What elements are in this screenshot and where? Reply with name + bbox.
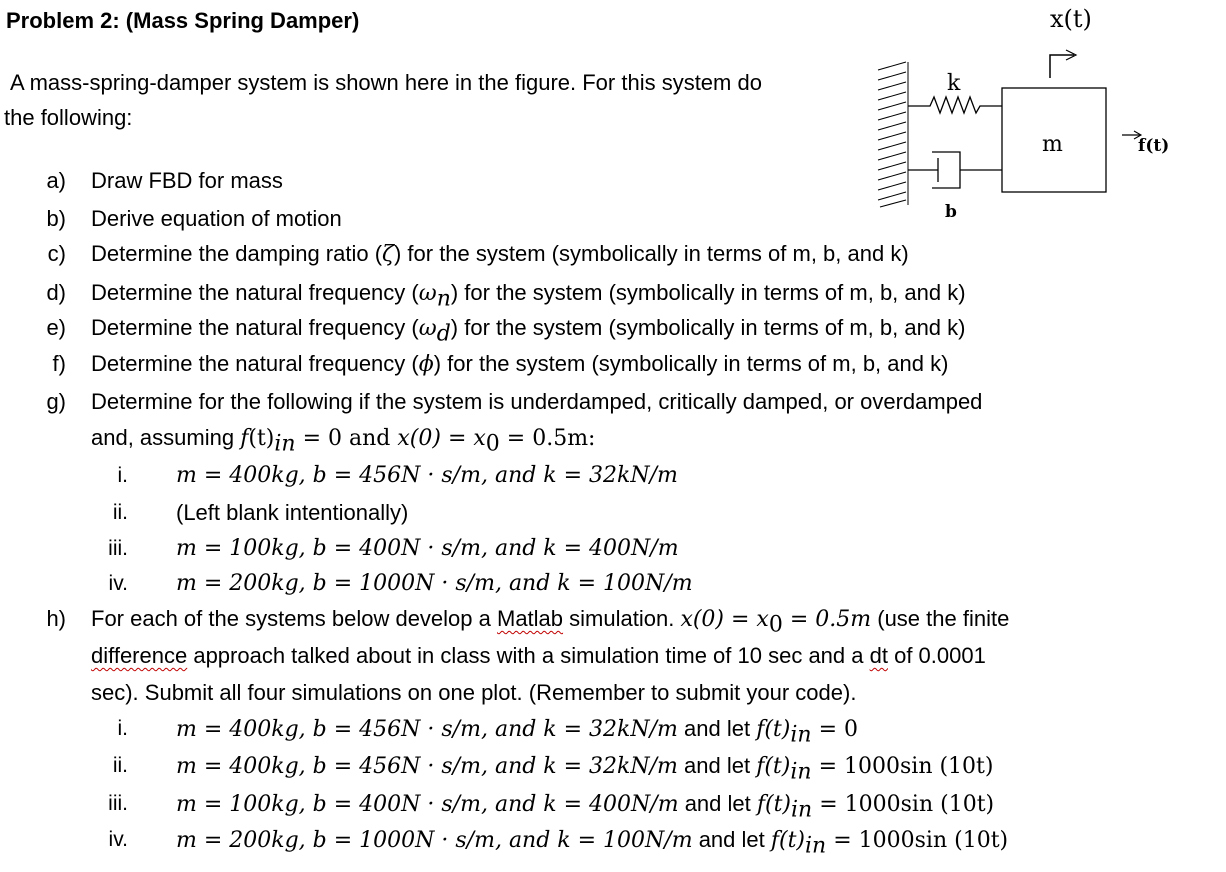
item-h-line-2: difference approach talked about in class with a simulation time of 10 sec and a dt of 0.0001 [91,643,986,668]
g-sub-item: iv. m = 200kg, b = 1000N · s/m, and k = 100N/m [108,571,693,596]
item-g: g) Determine for the following if the system is underdamped, critically damped, or overdamped [46,389,983,414]
h-sub-item: iv. m = 200kg, b = 1000N · s/m, and k = 100N/m and let $f(t)_{in} = 1000\sin$ (10t) [108,827,1009,859]
f-label: f(t) [1138,136,1170,156]
h-sub-item: i. m = 400kg, b = 456N · s/m, and k = 32kN/m and let $f(t)_{in} = 0$ [117,716,858,748]
spring [908,97,1002,113]
item-h-line-3: sec). Submit all four simulations on one plot. (Remember to submit your code). [91,680,857,705]
m-label: m [1042,132,1063,157]
h-sub-item: iii. m = 100kg, b = 400N · s/m, and k = 400N/m and let $f(t)_{in} = 1000\sin$ (10t) [108,791,995,823]
g-sub-item: ii. (Left blank intentionally) [112,500,409,525]
item-a: a) Draw FBD for mass [46,168,283,193]
intro-line-2: the following: [4,105,133,130]
item-c: c) Determine the damping ratio (ζ) for the system (symbolically in terms of m, b, and k) [47,241,909,267]
item-b: b) Derive equation of motion [46,206,342,231]
h-sub-item: ii. m = 400kg, b = 456N · s/m, and k = 32kN/m and let $f(t)_{in} = 1000\sin$ (10t) [112,753,994,785]
item-e: e) Determine the natural frequency $(\omega_d)$ for the system (symbolically in terms of m, b, and k) [46,315,966,347]
b-label: b [945,202,957,222]
page-title: Problem 2: (Mass Spring Damper) [6,8,360,33]
item-f: f) Determine the natural frequency (ϕ) for the system (symbolically in terms of m, b, and k) [52,351,949,377]
item-d: d) Determine the natural frequency $(\omega_n)$ for the system (symbolically in terms of m, b, and k) [46,280,966,312]
intro-line-1: A mass-spring-damper system is shown here in the figure. For this system do [10,70,762,95]
item-h: h) For each of the systems below develop a Matlab simulation. $x(0) = x_0 = 0.5m$ (use the finite [46,606,1010,638]
k-label: k [947,71,961,96]
x-label: x(t) [1050,5,1092,33]
g-sub-item: iii. m = 100kg, b = 400N · s/m, and k = 400N/m [108,536,679,561]
g-sub-item: i. m = 400kg, b = 456N · s/m, and k = 32kN/m [117,463,678,488]
mass-spring-damper-figure [860,0,1190,230]
item-g-assumption: and, assuming $f(t)_{in} = 0$ and $x(0) = x_0 = 0.5m$: [91,425,596,457]
